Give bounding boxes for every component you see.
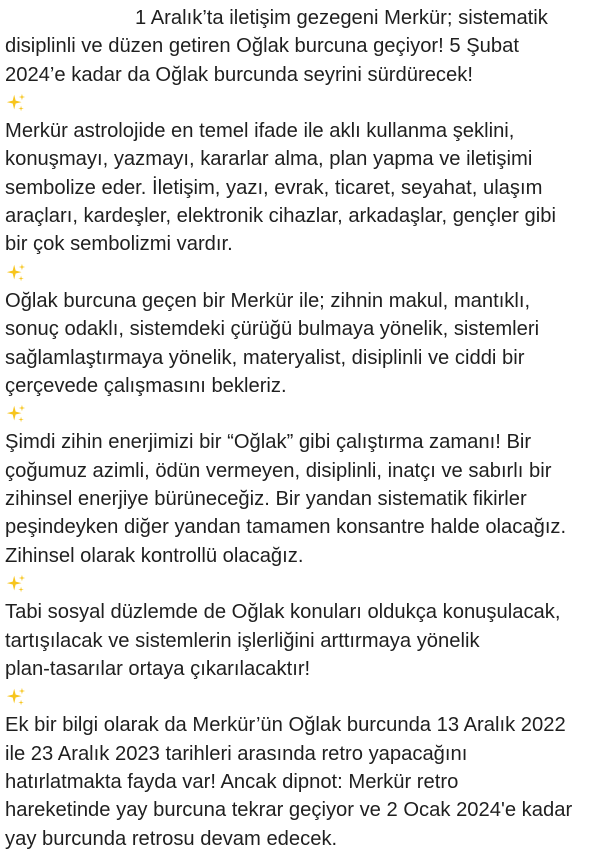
text-line: 2024’e kadar da Oğlak burcunda seyrini sürdürecek! — [5, 63, 473, 86]
paragraph — [5, 117, 597, 258]
text-line: ile 23 Aralık 2023 tarihleri arasında retro yapacağını — [5, 742, 468, 765]
sparkles-icon — [5, 403, 27, 425]
post-body — [5, 4, 597, 853]
sparkles-icon — [5, 686, 27, 708]
paragraph — [5, 287, 597, 400]
paragraph — [5, 428, 597, 569]
text-line: Oğlak burcuna geçen bir Merkür ile; zihnin makul, mantıklı, — [5, 289, 531, 312]
text-line: Ek bir bilgi olarak da Merkür’ün Oğlak burcunda 13 Aralık 2022 — [5, 714, 566, 737]
paragraph — [5, 711, 597, 852]
sparkles-icon — [5, 92, 27, 114]
text-line: zihinsel enerjiye bürüneceğiz. Bir yandan sistematik fikirler — [5, 488, 527, 511]
text-line: sembolize eder. İletişim, yazı, evrak, ticaret, seyahat, ulaşım — [5, 176, 543, 199]
text-line: Zihinsel olarak kontrollü olacağız. — [5, 544, 304, 567]
separator — [5, 259, 597, 287]
text-line: yay burcunda retrosu devam edecek. — [5, 827, 338, 850]
paragraph — [5, 598, 597, 683]
text-line: bir çok sembolizmi vardır. — [5, 233, 233, 256]
text-line: Şimdi zihin enerjimizi bir “Oğlak” gibi çalıştırma zamanı! Bir — [5, 431, 532, 454]
sparkles-icon — [5, 573, 27, 595]
text-line: peşindeyken diğer yandan tamamen konsantre halde olacağız. — [5, 516, 567, 539]
sparkles-icon — [5, 262, 27, 284]
text-line: plan-tasarılar ortaya çıkarılacaktır! — [5, 657, 311, 680]
separator — [5, 683, 597, 711]
paragraph — [5, 4, 597, 89]
text-line: araçları, kardeşler, elektronik cihazlar, arkadaşlar, gençler gibi — [5, 205, 556, 228]
text-line: konuşmayı, yazmayı, kararlar alma, plan yapma ve iletişimi — [5, 148, 533, 171]
text-line: hareketinde yay burcuna tekrar geçiyor ve 2 Ocak 2024'e kadar — [5, 799, 573, 822]
separator — [5, 570, 597, 598]
text-line: hatırlatmakta fayda var! Ancak dipnot: Merkür retro — [5, 771, 459, 794]
text-line: Merkür astrolojide en temel ifade ile aklı kullanma şeklini, — [5, 120, 515, 143]
text-line: disiplinli ve düzen getiren Oğlak burcuna geçiyor! 5 Şubat — [5, 35, 519, 58]
text-line: sağlamlaştırmaya yönelik, materyalist, disiplinli ve ciddi bir — [5, 346, 525, 369]
text-line: tartışılacak ve sistemlerin işlerliğini arttırmaya yönelik — [5, 629, 480, 652]
text-line: sonuç odaklı, sistemdeki çürüğü bulmaya yönelik, sistemleri — [5, 318, 540, 341]
text-line: çerçevede çalışmasını bekleriz. — [5, 374, 287, 397]
text-line: 1 Aralık’ta iletişim gezegeni Merkür; sistematik — [135, 7, 548, 29]
separator — [5, 89, 597, 117]
separator — [5, 400, 597, 428]
text-line: Tabi sosyal düzlemde de Oğlak konuları oldukça konuşulacak, — [5, 601, 561, 624]
text-line: çoğumuz azimli, ödün vermeyen, disiplinli, inatçı ve sabırlı bir — [5, 459, 552, 482]
